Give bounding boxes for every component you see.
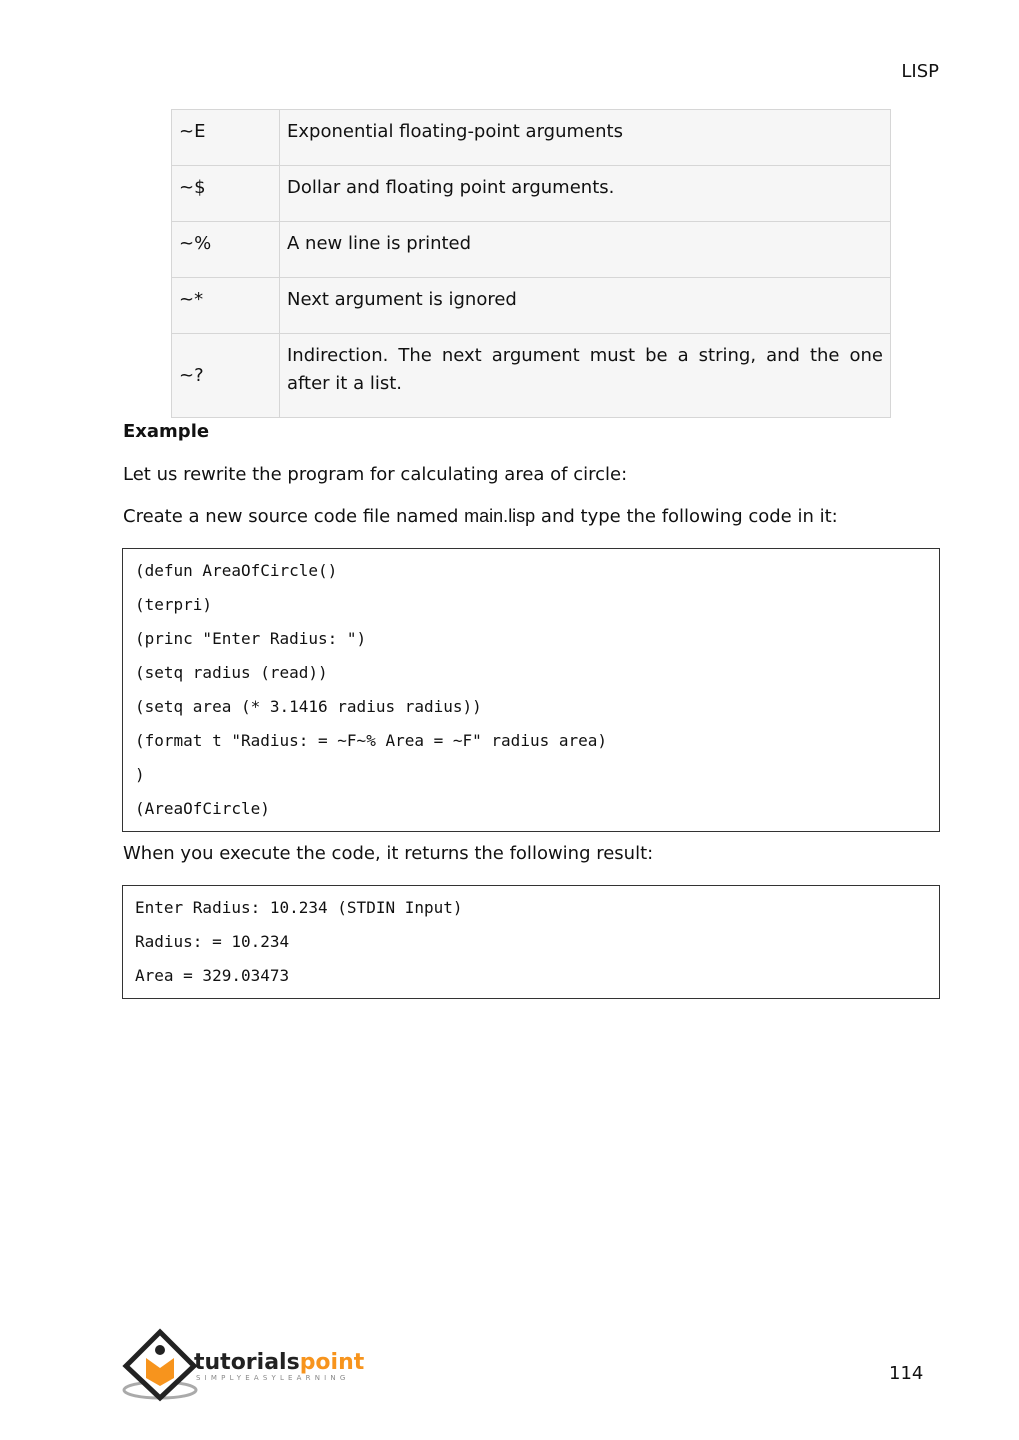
logo-icon	[122, 1328, 367, 1403]
text: Create a new source code file named	[123, 506, 465, 527]
paragraph: When you execute the code, it returns the following result:	[123, 843, 654, 864]
directive: ~E	[172, 110, 280, 166]
description: Exponential floating-point arguments	[280, 110, 891, 166]
directive: ~$	[172, 166, 280, 222]
description: Next argument is ignored	[280, 278, 891, 334]
svg-text:tutorialspoint: tutorialspoint	[194, 1350, 365, 1375]
paragraph: Let us rewrite the program for calculating area of circle:	[123, 464, 628, 485]
output-line: Radius: = 10.234	[135, 932, 290, 951]
text: and type the following code in it:	[535, 506, 838, 527]
directive: ~*	[172, 278, 280, 334]
format-directives-table	[171, 109, 891, 418]
output-block	[122, 885, 940, 999]
directive: ~?	[172, 334, 280, 418]
description: Dollar and floating point arguments.	[280, 166, 891, 222]
output-line: Enter Radius: 10.234 (STDIN Input)	[135, 898, 463, 917]
table-row	[172, 278, 891, 334]
directive: ~%	[172, 222, 280, 278]
table-row	[172, 110, 891, 166]
example-heading: Example	[123, 421, 210, 442]
running-header: LISP	[901, 61, 939, 82]
page-number: 114	[889, 1363, 924, 1384]
code-line: (setq area (* 3.1416 radius radius))	[135, 697, 482, 716]
code-line: (terpri)	[135, 595, 213, 614]
code-line: (defun AreaOfCircle()	[135, 561, 338, 580]
svg-text:SIMPLYEASYLEARNING: SIMPLYEASYLEARNING	[196, 1374, 350, 1382]
paragraph	[123, 506, 838, 527]
code-line: (AreaOfCircle)	[135, 799, 270, 818]
filename: main.lisp	[464, 506, 536, 526]
table-row	[172, 222, 891, 278]
code-line: (format t "Radius: = ~F~% Area = ~F" radius area)	[135, 731, 608, 750]
code-line: )	[135, 765, 145, 784]
table-row	[172, 334, 891, 418]
tutorialspoint-logo	[122, 1328, 367, 1408]
code-line: (setq radius (read))	[135, 663, 328, 682]
description: A new line is printed	[280, 222, 891, 278]
code-block	[122, 548, 940, 832]
table-row	[172, 166, 891, 222]
output-line: Area = 329.03473	[135, 966, 290, 985]
code-line: (princ "Enter Radius: ")	[135, 629, 367, 648]
description: Indirection. The next argument must be a string, and the one after it a list.	[280, 334, 891, 418]
